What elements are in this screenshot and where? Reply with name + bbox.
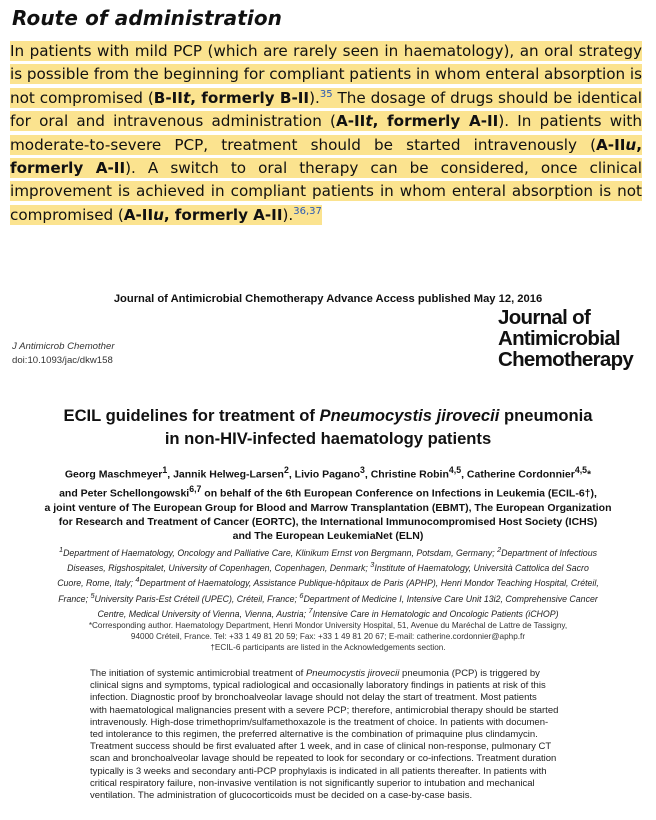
citation-block: [12, 340, 115, 367]
affiliation-line: Cuore, Rome, Italy; $^4$Department of Haematology, Assistance Publique-hôpitaux de Paris (APHP), Henri Mondor Teaching Hospital, Créteil,: [57, 575, 599, 589]
correspondence-line: †ECIL-6 participants are listed in the Acknowledgements section.: [210, 643, 446, 652]
abstract-line: Treatment success should be first evaluated after 1 week, and in case of clinical non-response, pulmonary CT: [90, 741, 552, 753]
correspondence-line: 94000 Créteil, France. Tel: +33 1 49 81 20 59; Fax: +33 1 49 81 20 67; E-mail: catherine.cordonnier@aphp.fr: [130, 632, 526, 641]
affiliation-line: Diseases, Rigshospitalet, University of Copenhagen, Copenhagen, Denmark; $^3$Institute of Haematology, Università Cattolica del Sacro: [67, 560, 589, 574]
correspondence: [0, 620, 656, 653]
abstract: [90, 668, 598, 802]
abstract-line: ted intolerance to this regimen, the preferred alternative is the combination of primaquine plus clindamycin.: [90, 729, 538, 741]
author-line: a joint venture of The European Group for Blood and Marrow Transplantation (EBMT), The European Organization: [44, 501, 612, 514]
author-line: for Research and Treatment of Cancer (EORTC), the International Immunocompromised Host Society (ICHS): [58, 515, 598, 528]
abstract-line: scan and bronchoalveolar lavage should be repeated to look for secondary or co-infections. Treatment duration: [90, 753, 557, 765]
author-list: [0, 463, 656, 543]
title-line: in non-HIV-infected haematology patients: [164, 429, 492, 448]
doi: doi:10.1093/jac/dkw158: [12, 354, 113, 366]
highlighted-paragraph: In patients with mild PCP (which are rarely seen in haematology), an oral strategy is possible from the beginning for compliant patients in whom enteral absorption is not compromised (B-IIt, formerly B-II).$^{35}$ The dosage of drugs should be identical for oral and intravenous administration (A-IIt, formerly A-II). In patients with moderate-to-severe PCP, treatment should be started intravenously (A-IIu, formerly A-II). A switch to oral therapy can be considered, once clinical improvement is achieved in compliant patients in whom enteral absorption is not compromised (A-IIu, formerly A-II).$^{36,37}$: [10, 42, 643, 224]
affiliation-line: Centre, Medical University of Vienna, Vienna, Austria; $^7$Intensive Care in Hematologic and Oncologic Patients (iCHOP): [97, 605, 559, 619]
correspondence-line: *Corresponding author. Haematology Department, Henri Mondor University Hospital, 51, Avenue du Maréchal de Lattre de Tassigny,: [88, 621, 568, 630]
journal-abbrev: J Antimicrob Chemother: [12, 341, 115, 352]
abstract-line: The initiation of systemic antimicrobial treatment of Pneumocystis jirovecii pneumonia (PCP) is triggered by: [90, 668, 540, 679]
author-line: and Peter Schellongowski$^{6,7}$ on behalf of the 6th European Conference on Infections in Leukemia (ECIL-6†),: [59, 483, 597, 500]
journal-logo: [498, 307, 633, 370]
affiliation-line: France; $^5$University Paris-Est Créteil (UPEC), Créteil, France; $^6$Department of Medicine I, Intensive Care Unit 13i2, Comprehensive Cancer: [58, 590, 598, 604]
title-line: ECIL guidelines for treatment of Pneumocystis jirovecii pneumonia: [63, 406, 593, 425]
section-heading: Route of administration: [12, 6, 282, 30]
journal-logo-line: Antimicrobial: [498, 327, 620, 350]
journal-logo-line: Journal of: [498, 306, 591, 329]
article-title: [0, 404, 656, 450]
author-line: and The European LeukemiaNet (ELN): [232, 530, 424, 543]
journal-advance-access-line: Journal of Antimicrobial Chemotherapy Advance Access published May 12, 2016: [113, 293, 543, 305]
abstract-line: with haematological malignancies present with a severe PCP; therefore, antimicrobial therapy should be started: [90, 704, 559, 716]
abstract-line: clinical signs and symptoms, typical radiological and occasionally laboratory findings in patients at risk of this: [90, 680, 546, 692]
journal-logo-line: Chemotherapy: [498, 348, 634, 371]
affiliations: [0, 544, 656, 620]
abstract-line: critical respiratory failure, non-invasive ventilation is not significantly superior to intubation and mechanical: [90, 777, 535, 789]
affiliation-line: $^1$Department of Haematology, Oncology and Palliative Care, Klinikum Ernst von Bergmann, Potsdam, Germany; $^2$Department of Infectious: [58, 545, 597, 558]
abstract-line: intravenously. High-dose trimethoprim/sulfamethoxazole is the treatment of choice. In patients with documen-: [90, 716, 549, 728]
author-line: Georg Maschmeyer$^1$, Jannik Helweg-Larsen$^2$, Livio Pagano$^3$, Christine Robin$^{4,5}$, Catherine Cordonnier$^{4,5}$*: [64, 465, 592, 481]
abstract-line: typically is 3 weeks and secondary anti-PCP prophylaxis is indicated in all patients thereafter. In patients with: [90, 765, 547, 777]
abstract-line: ventilation. The administration of glucocorticoids must be decided on a case-by-case basis.: [90, 790, 473, 802]
abstract-line: infection. Diagnostic proof by bronchoalveolar lavage should not delay the start of treatment. Most patients: [90, 692, 537, 704]
